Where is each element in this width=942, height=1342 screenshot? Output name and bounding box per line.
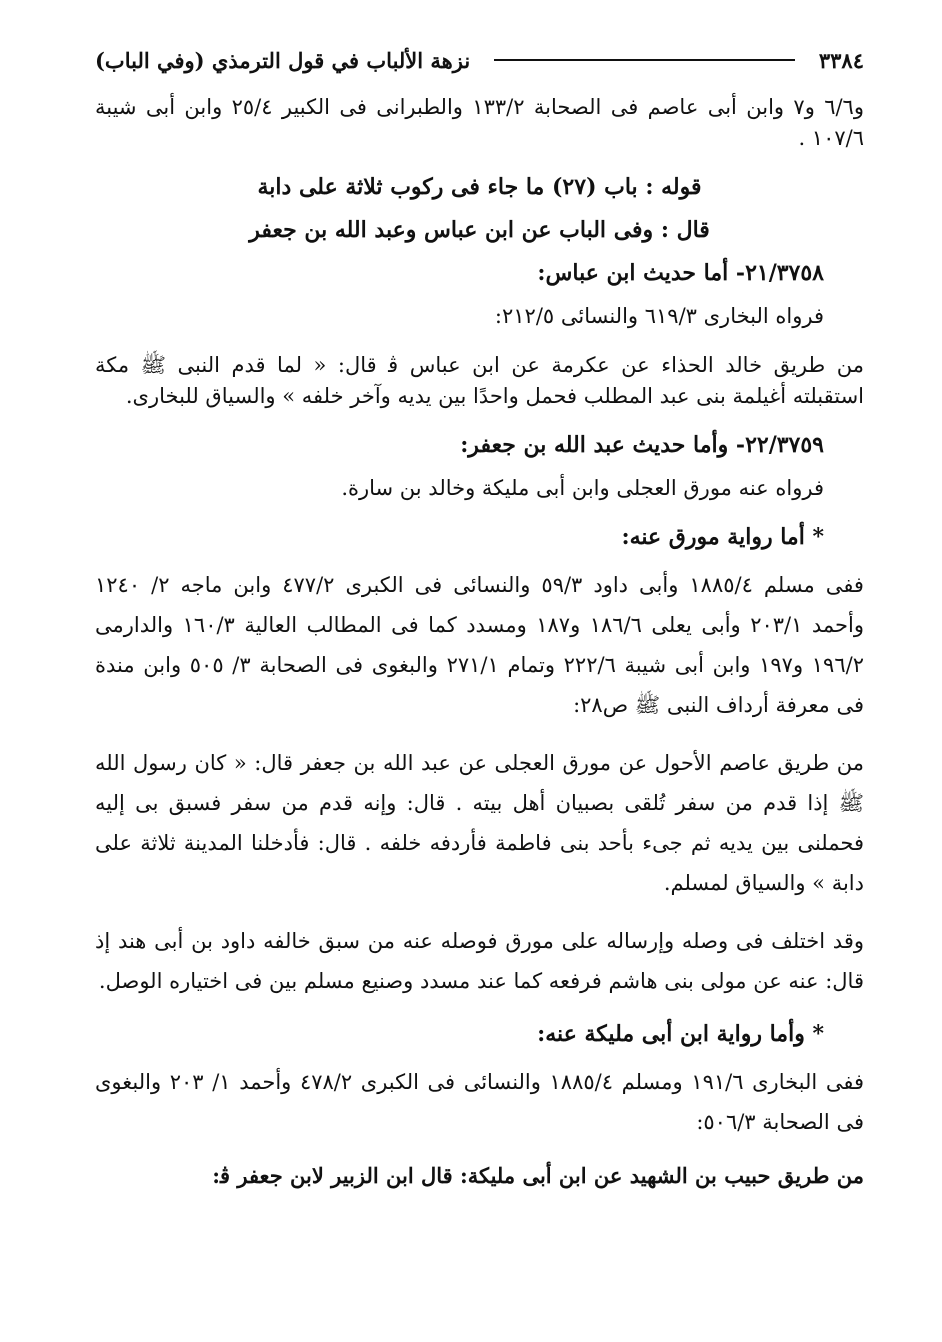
section-marker-ibn-abi-mulayka: * وأما رواية ابن أبى مليكة عنه: <box>537 1021 824 1047</box>
paragraph-last-line: من طريق حبيب بن الشهيد عن ابن أبى مليكة: قال ابن الزبير لابن جعفر ﭬ: <box>212 1163 864 1188</box>
running-title: نزهة الألباب في قول الترمذي (وفي الباب) <box>95 47 471 73</box>
hadith-heading-ibn-abbas: ٢١/٣٧٥٨- أما حديث ابن عباس: <box>537 260 824 286</box>
hadith-heading-abdullah: ٢٢/٣٧٥٩- وأما حديث عبد الله بن جعفر: <box>460 432 824 458</box>
paragraph-discussion: وقد اختلف فى وصله وإرساله على مورق فوصله عنه من سبق خالفه داود بن أبى هند إذ قال: عنه عن مولى بنى هاشم فرفعه كما عند مسدد وصنيع مسلم بين فى اختياره الوصل. <box>95 929 864 993</box>
paragraph-muwarriq-text: من طريق عاصم الأحول عن مورق العجلى عن عبد الله بن جعفر قال: « كان رسول الله ﷺ إذا قدم من سفر تُلقى بصبيان أهل بيته . قال: وإنه قدم من سفر فسبق بى إليه فحملنى بين يديه ثم جىء بأحد بنى فاطمة فأردفه خلفه . قال: فأدخلنا المدينة ثلاثة على دابة » والسياق لمسلم. <box>95 751 864 895</box>
header-rule <box>494 59 795 61</box>
narrators-line: فرواه عنه مورق العجلى وابن أبى مليكة وخالد بن سارة. <box>341 476 824 500</box>
paragraph-ibn-abi-mulayka-sources: ففى البخارى ١٩١/٦ ومسلم ١٨٨٥/٤ والنسائى فى الكبرى ٤٧٨/٢ وأحمد ١/ ٢٠٣ والبغوى فى الصحابة ٥٠٦/٣: <box>95 1070 864 1134</box>
chapter-heading: قوله : باب (٢٧) ما جاء فى ركوب ثلاثة على دابة <box>257 174 702 200</box>
page-header <box>95 40 864 80</box>
paragraph-continuation: و٦/٦ و٧ وابن أبى عاصم فى الصحابة ١٣٣/٢ والطبرانى فى الكبير ٢٥/٤ وابن أبى شيبة ١٠٧/٦ . <box>95 95 864 150</box>
chapter-subheading: قال : وفى الباب عن ابن عباس وعبد الله بن جعفر <box>249 217 710 243</box>
paragraph-muwarriq-sources: ففى مسلم ١٨٨٥/٤ وأبى داود ٥٩/٣ والنسائى فى الكبرى ٤٧٧/٢ وابن ماجه ٢/ ١٢٤٠ وأحمد ٢٠٣/١ وأبى يعلى ١٨٦/٦ و١٨٧ ومسدد كما فى المطالب العالية ١٦٠/٣ والدارمى ١٩٦/٢ و١٩٧ وابن أبى شيبة ٢٢٢/٦ وتمام ٢٧١/١ والبغوى فى الصحابة ٣/ ٥٠٥ وابن مندة فى معرفة أرداف النبى ﷺ ص٢٨: <box>95 573 865 717</box>
page-body <box>95 92 864 1191</box>
section-marker-muwarriq: * أما رواية مورق عنه: <box>621 524 824 550</box>
paragraph-ibn-abbas: من طريق خالد الحذاء عن عكرمة عن ابن عباس ﭬ قال: « لما قدم النبى ﷺ مكة استقبلته أغيلمة بنى عبد المطلب فحمل واحدًا بين يديه وآخر خلفه » والسياق للبخارى. <box>95 353 864 408</box>
source-line: فرواه البخارى ٦١٩/٣ والنسائى ٢١٢/٥: <box>494 304 824 328</box>
page-number: ٣٣٨٤ <box>818 47 864 73</box>
